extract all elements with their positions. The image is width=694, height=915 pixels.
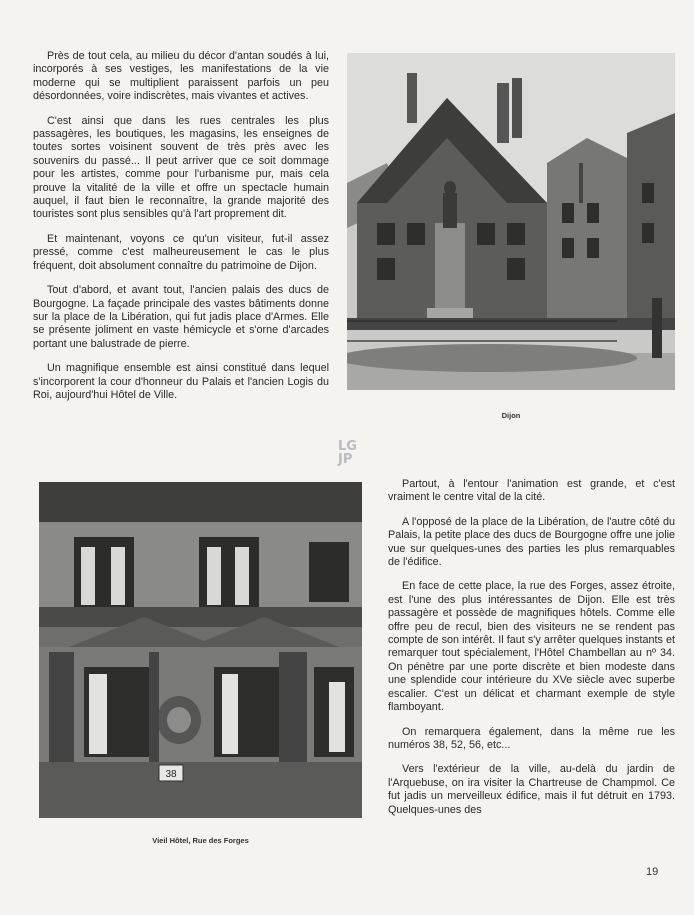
paragraph: C'est ainsi que dans les rues centrales les plus passagères, les boutiques, les magasins, les enseignes de toutes sortes voisinent souvent de très près avec les souvenirs du passé... Il peut arriver que ce soit dommage pour les artistes, comme pour l'urbanisme pur, mais cela prouve la vitalité de la ville et offre un spectacle humain auquel, il faut bien le reconnaître, la grande majorité des touristes sont plus sensibles qu'à l'art proprement dit. (33, 114, 329, 221)
house-number-sign: 38 (165, 769, 177, 780)
stamp-line: JP (338, 452, 353, 467)
stamp-line: LG (338, 439, 357, 454)
photo-dijon-illustration (347, 53, 675, 390)
watermark-stamp (322, 440, 368, 472)
photo-caption-dijon: Dijon (501, 411, 521, 420)
right-text-column (388, 478, 675, 828)
paragraph: Un magnifique ensemble est ainsi constitué dans lequel s'incorporent la cour d'honneur du Palais et l'ancien Logis du Roi, aujourd'hui Hôtel de Ville. (33, 362, 329, 401)
photo-facade-illustration (39, 482, 362, 818)
paragraph: Vers l'extérieur de la ville, au-delà du jardin de l'Arquebuse, on ira visiter la Chartreuse de Champmol. Ce fut jadis un merveilleux édifice, mais il fut détruit en 1793. Quelques-unes des (388, 763, 675, 816)
photo-caption-rue-des-forges: Vieil Hôtel, Rue des Forges (152, 836, 249, 845)
photo-dijon-square (347, 53, 675, 390)
page-number: 19 (646, 866, 659, 878)
paragraph: On remarquera également, dans la même rue les numéros 38, 52, 56, etc... (388, 725, 675, 751)
paragraph: Partout, à l'entour l'animation est grande, et c'est vraiment le centre vital de la cité. (388, 478, 675, 504)
paragraph: En face de cette place, la rue des Forges, assez étroite, est l'une des plus intéressantes de Dijon. Elle est très passagère et possède de magnifiques hôtels. Comme elle offre peu de recul, bien des visiteurs ne se rendent pas compte de son intérêt. Il faut s'y arrêter quelques instants et remarquer tout spécialement, l'Hôtel Chambellan au nº 34. On pénètre par une porte discrète et bien modeste dans une splendide cour intérieure du XVe siècle avec superbe escalier. C'est un délicat et charmant exemple de style flamboyant. (388, 580, 675, 714)
paragraph: Et maintenant, voyons ce qu'un visiteur, fut-il assez pressé, comme c'est malheureusement le cas le plus fréquent, doit absolument connaître du patrimoine de Dijon. (33, 232, 329, 272)
left-text-column (33, 50, 329, 413)
paragraph: Près de tout cela, au milieu du décor d'antan soudés à lui, incorporés à ses vestiges, les manifestations de la vie moderne qui se multiplient paraissent parfois un peu désordonnées, voire indiscrètes, mais vivantes et actives. (33, 50, 329, 103)
paragraph: A l'opposé de la place de la Libération, de l'autre côté du Palais, la petite place des ducs de Bourgogne offre une jolie vue sur quelques-unes des parties les plus remarquables de l'édifice. (388, 515, 675, 569)
photo-vieil-hotel (39, 482, 362, 818)
paragraph: Tout d'abord, et avant tout, l'ancien palais des ducs de Bourgogne. La façade principale des vastes bâtiments donne sur la place de la Libération, qui fut jadis place d'Armes. Elle se présente joliment en vaste hémicycle et s'orne d'arcades portant une balustrade de pierre. (33, 284, 329, 350)
